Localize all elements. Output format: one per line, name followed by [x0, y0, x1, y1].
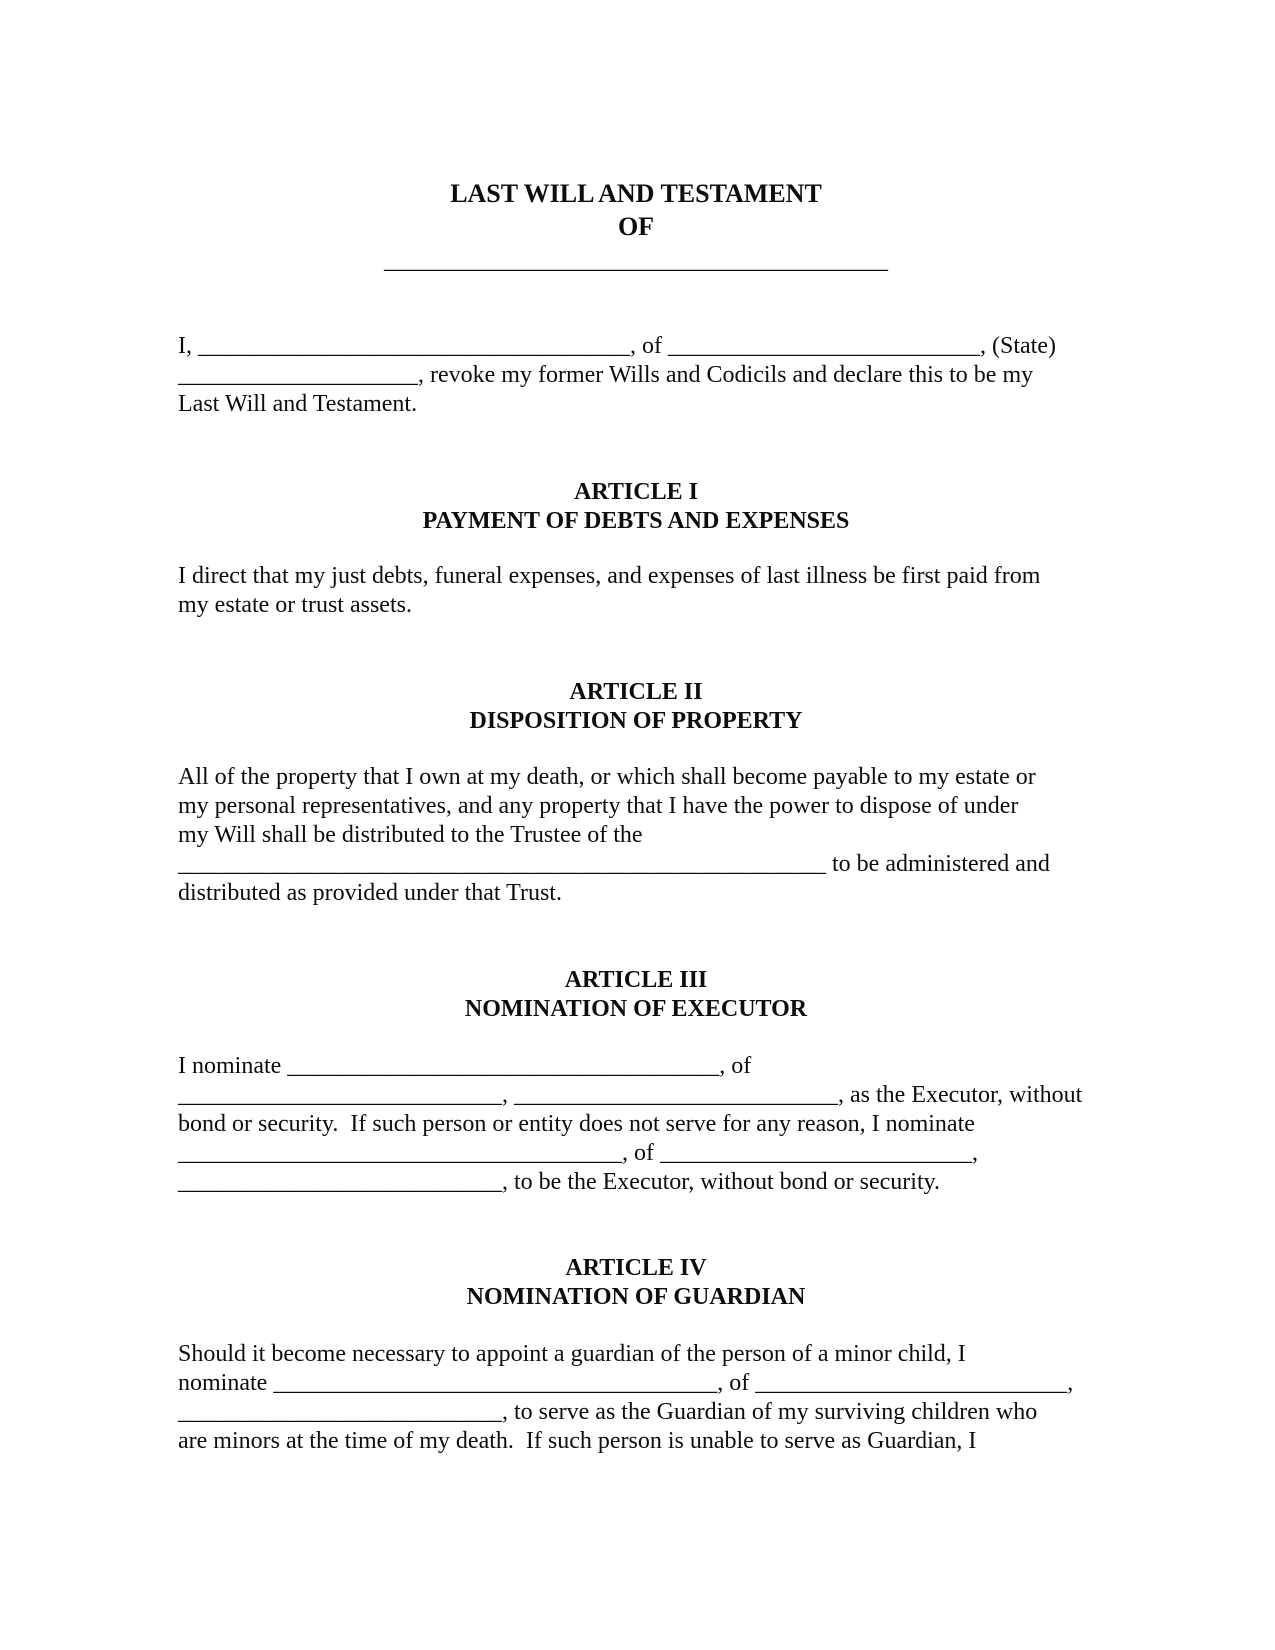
testator-name-blank-line: __________________________________________: [384, 248, 888, 274]
article-4-title: NOMINATION OF GUARDIAN: [466, 1284, 806, 1310]
article-4-heading: [178, 1254, 1094, 1312]
article-3-paragraph: [178, 1052, 1094, 1197]
article-2-line-1: All of the property that I own at my death, or which shall become payable to my estate or: [178, 764, 1036, 790]
article-1-paragraph: [178, 562, 1094, 620]
article-2-paragraph: [178, 763, 1094, 908]
article-3-title: NOMINATION OF EXECUTOR: [464, 996, 808, 1022]
article-2-line-2: my personal representatives, and any property that I have the power to dispose of under: [178, 793, 1019, 819]
intro-line-1: I, ____________________________________, of __________________________, (State): [178, 333, 1056, 359]
article-3-line-4: _____________________________________, of __________________________,: [178, 1140, 978, 1166]
article-2-number: ARTICLE II: [569, 679, 703, 705]
article-4-line-2: nominate _____________________________________, of __________________________,: [178, 1370, 1074, 1396]
article-1-heading: [178, 478, 1094, 536]
article-1-number: ARTICLE I: [574, 479, 698, 505]
intro-line-3: Last Will and Testament.: [178, 391, 418, 417]
article-3-line-3: bond or security. If such person or entity does not serve for any reason, I nominate: [178, 1111, 975, 1137]
article-3-line-1: I nominate ____________________________________, of: [178, 1053, 752, 1079]
article-1-title: PAYMENT OF DEBTS AND EXPENSES: [422, 508, 850, 534]
article-2-line-4-trust-blank: ______________________________________________________ to be administered and: [178, 851, 1050, 877]
article-2-title: DISPOSITION OF PROPERTY: [469, 708, 803, 734]
article-3-line-2: ___________________________, ___________________________, as the Executor, without: [178, 1082, 1083, 1108]
article-3-line-5: ___________________________, to be the Executor, without bond or security.: [178, 1169, 941, 1195]
document-title: LAST WILL AND TESTAMENT: [450, 179, 822, 208]
article-2-heading: [178, 678, 1094, 736]
intro-paragraph: [178, 332, 1094, 419]
article-3-number: ARTICLE III: [564, 967, 708, 993]
intro-line-2: ____________________, revoke my former Wills and Codicils and declare this to be my: [178, 362, 1034, 388]
article-4-line-4: are minors at the time of my death. If such person is unable to serve as Guardian, I: [178, 1428, 977, 1454]
document-title-of: OF: [617, 212, 655, 241]
article-2-line-5: distributed as provided under that Trust.: [178, 880, 562, 906]
article-3-heading: [178, 966, 1094, 1024]
article-4-number: ARTICLE IV: [565, 1255, 707, 1281]
article-2-line-3: my Will shall be distributed to the Trustee of the: [178, 822, 643, 848]
article-4-line-3: ___________________________, to serve as the Guardian of my surviving children who: [178, 1399, 1038, 1425]
article-1-line-2: my estate or trust assets.: [178, 592, 412, 618]
article-4-line-1: Should it become necessary to appoint a guardian of the person of a minor child, I: [178, 1341, 966, 1367]
article-4-paragraph: [178, 1340, 1094, 1456]
article-1-line-1: I direct that my just debts, funeral expenses, and expenses of last illness be first paid from: [178, 563, 1041, 589]
